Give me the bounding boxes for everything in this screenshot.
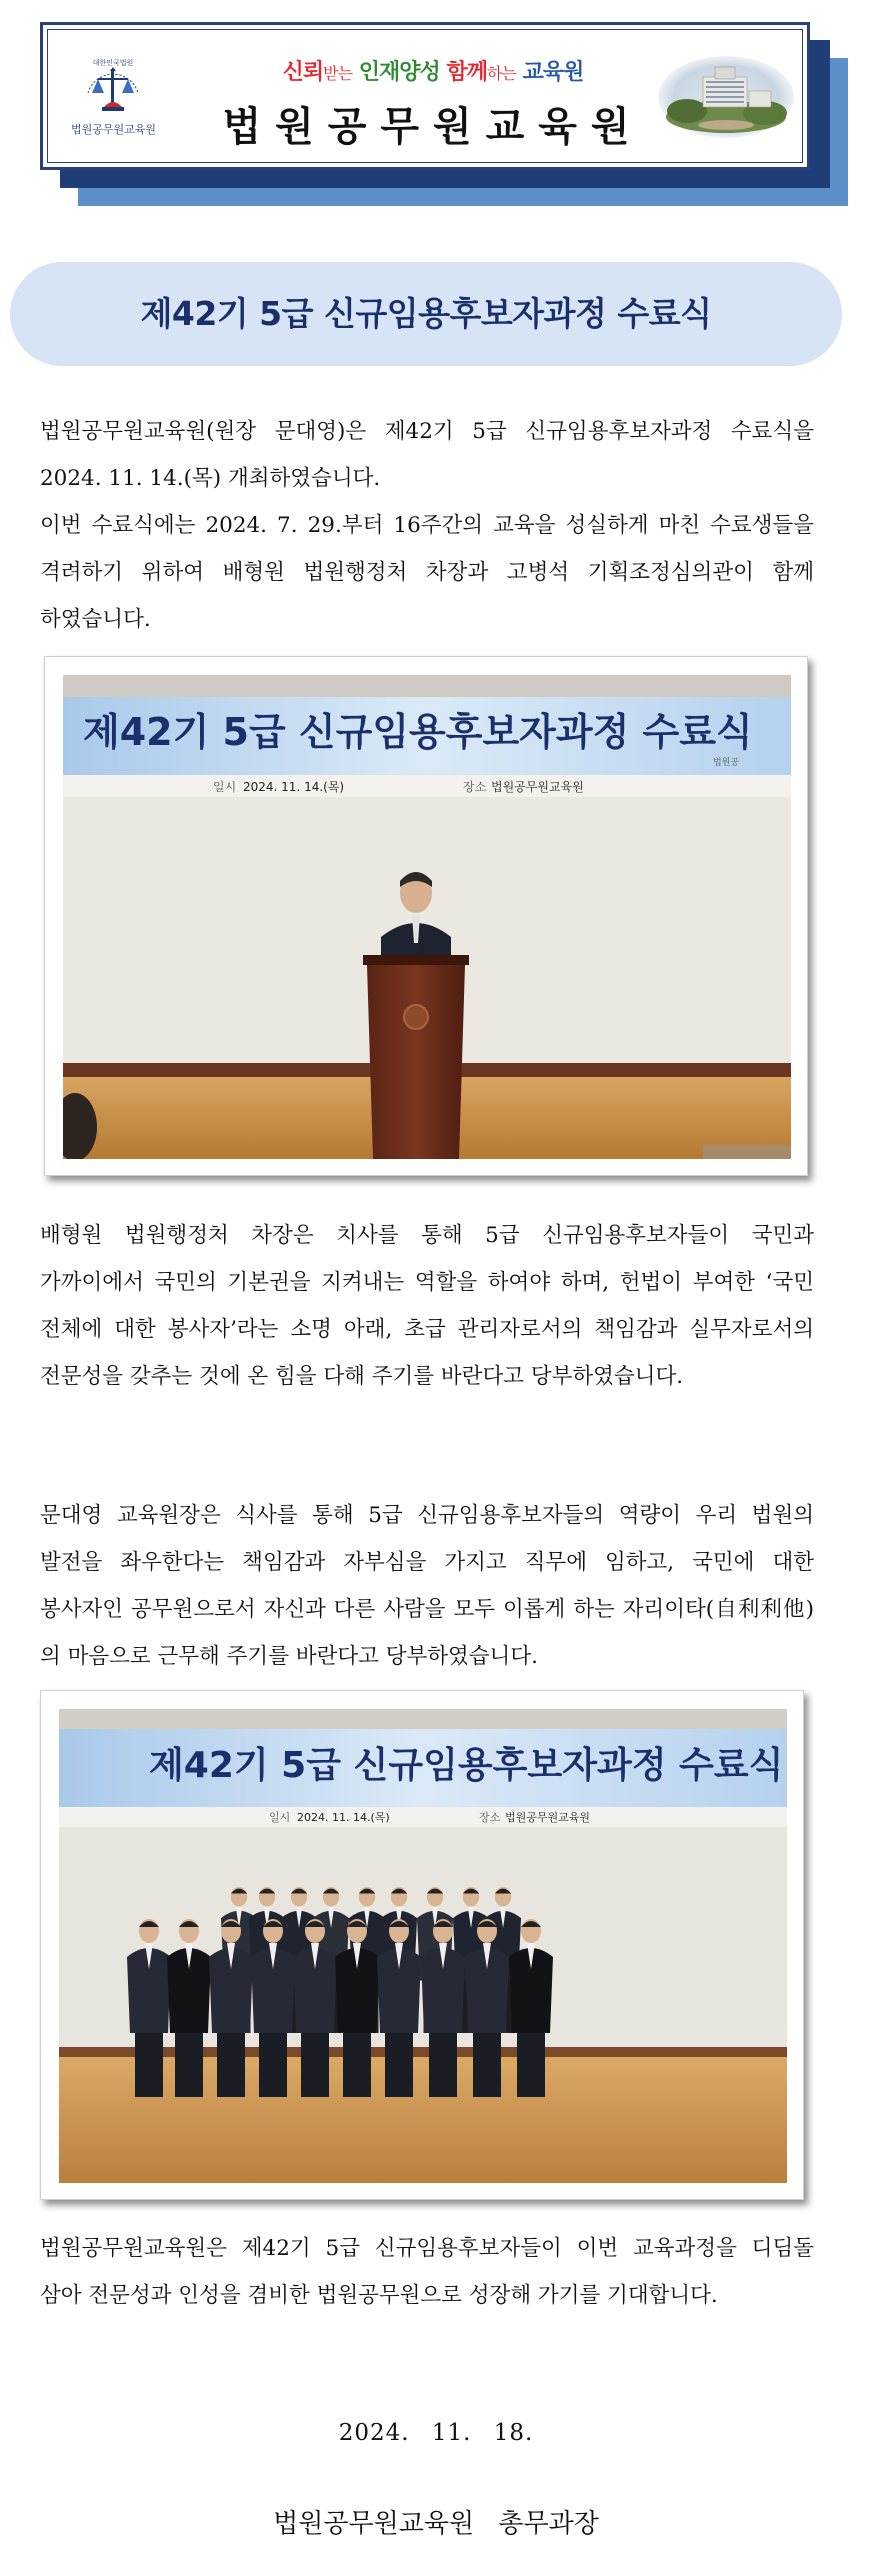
photo1-date-value: 2024. 11. 14.(목) [243, 780, 345, 794]
slogan-suffix-3: 하는 [486, 64, 516, 83]
banner-box [40, 22, 810, 170]
slogan [243, 55, 623, 86]
signature: 법원공무원교육원 총무과장 [273, 2509, 599, 2539]
paragraph-director-text: 문대영 교육원장은 식사를 통해 5급 신규임용후보자들의 역량이 우리 법원의 발전을 좌우한다는 책임감과 자부심을 가지고 직무에 임하고, 국민에 대한 봉사자인 공무원으로서 자신과 다른 사람을 모두 이롭게 하는 자리이타(自利利他)의 마음으로 근무해 주기를 바란다고 당부하였습니다. [40, 1503, 814, 1669]
header-banner [40, 22, 850, 212]
page-title: 제42기 5급 신규임용후보자과정 수료식 [140, 294, 712, 333]
photo1-place-label: 장소 [463, 780, 487, 794]
slogan-word-2: 인재양성 [358, 60, 440, 85]
seal-arc-text: 대한민국법원 [92, 59, 134, 67]
paragraph-director [40, 1492, 814, 1680]
logo-caption: 법원공무원교육원 [71, 123, 157, 136]
title-banner [10, 262, 842, 366]
slogan-suffix-1: 받는 [323, 64, 353, 83]
release-date: 2024. 11. 18. [338, 2420, 534, 2446]
photo2-date-value: 2024. 11. 14.(목) [297, 1811, 390, 1824]
paragraph-attendees: 이번 수료식에는 2024. 7. 29.부터 16주간의 교육을 성실하게 마친 수료생들을 격려하기 위하여 배형원 법원행정처 차장과 고병석 기획조정심의관이 함께 하였습니다. [40, 513, 814, 632]
paragraph-vice-minister-text: 배형원 법원행정처 차장은 치사를 통해 5급 신규임용후보자들이 국민과 가까이에서 국민의 기본권을 지켜내는 역할을 하여야 하며, 헌법이 부여한 ‘국민 전체에 대한 봉사자’라는 소명 아래, 초급 관리자로서의 책임감과 실무자로서의 전문성을 갖추는 것에 온 힘을 다해 주기를 바란다고 당부하였습니다. [40, 1223, 814, 1389]
court-seal-icon [78, 53, 148, 119]
paragraph-closing-text: 법원공무원교육원은 제42기 5급 신규임용후보자들이 이번 교육과정을 디딤돌 삼아 전문성과 인성을 겸비한 법원공무원으로 성장해 가기를 기대합니다. [40, 2236, 814, 2308]
paragraph-vice-minister [40, 1212, 814, 1400]
ceremony-speech-image [63, 675, 791, 1159]
photo1-place-value: 법원공무원교육원 [491, 780, 584, 794]
slogan-word-4: 교육원 [522, 60, 584, 85]
group-photo-image [59, 1709, 787, 2183]
photo1-banner-title: 제42기 5급 신규임용후보자과정 수료식 [83, 710, 753, 754]
org-title: 법원공무원교육원 [222, 104, 644, 150]
photo2-place-label: 장소 [479, 1811, 501, 1824]
photo2-banner-title: 제42기 5급 신규임용후보자과정 수료식 [149, 1745, 784, 1786]
photo-group [40, 1690, 804, 2200]
paragraph-intro: 법원공무원교육원(원장 문대영)은 제42기 5급 신규임용후보자과정 수료식을 2024. 11. 14.(목) 개최하였습니다. [40, 419, 814, 491]
photo1-date-label: 일시 [213, 780, 237, 794]
photo-ceremony-speech [44, 656, 808, 1176]
slogan-word-1: 신뢰 [282, 60, 324, 85]
paragraph-closing [40, 2225, 814, 2319]
court-logo [71, 53, 155, 143]
slogan-word-3: 함께 [446, 60, 487, 85]
photo1-banner-corner: 법원공 [713, 758, 740, 768]
photo2-date-label: 일시 [269, 1811, 291, 1824]
photo2-place-value: 법원공무원교육원 [505, 1811, 591, 1824]
building-photo [657, 55, 795, 139]
intro-paragraphs [40, 408, 814, 643]
